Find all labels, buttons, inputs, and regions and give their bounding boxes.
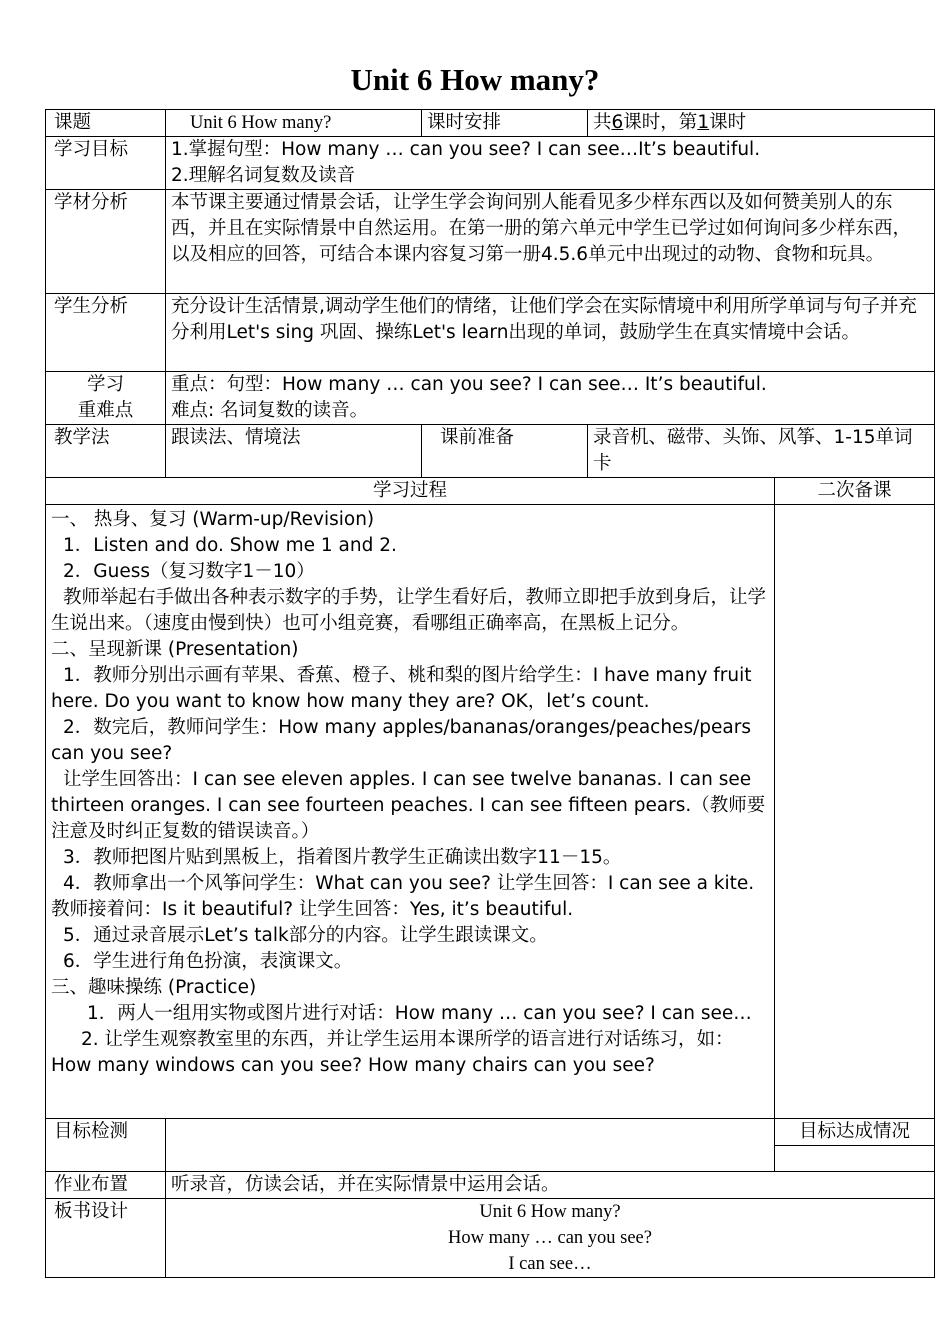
- row-topic: [46, 110, 935, 137]
- schedule-pre: 共: [593, 112, 612, 133]
- label-keypoints: [46, 372, 166, 425]
- process-line: 1．两人一组用实物或图片进行对话：How many … can you see? I can see…: [87, 1003, 752, 1024]
- goal-status-label: 目标达成情况: [775, 1119, 935, 1146]
- process-line: 1．Listen and do. Show me 1 and 2.: [63, 535, 397, 556]
- current-lesson: 1: [697, 112, 710, 133]
- schedule-mid: 课时，第: [623, 112, 698, 133]
- label-methods: 教学法: [46, 425, 166, 478]
- difficulty-line: 难点: 名词复数的读音。: [171, 400, 369, 421]
- objective-line: 1.掌握句型：How many … can you see? I can see…It’s beautiful.: [171, 139, 761, 160]
- row-objectives: [46, 137, 935, 190]
- process-line: 二、呈现新课 (Presentation): [51, 639, 299, 660]
- prep-value: 录音机、磁带、头饰、风筝、1-15单词卡: [588, 425, 935, 478]
- row-process-header: [46, 478, 935, 505]
- row-keypoints: [46, 372, 935, 425]
- process-line: 让学生回答出：I can see eleven apples. I can see twelve bananas. I can see thirteen oranges. I can see fourteen peaches. I can see fifteen pears.（教师要注意及时纠正复数的错误读音。）: [51, 769, 766, 842]
- row-process: [46, 505, 935, 1119]
- board-value: [166, 1199, 935, 1278]
- objective-line: 2.理解名词复数及读音: [171, 165, 356, 186]
- row-check-1: [46, 1119, 935, 1146]
- row-students: [46, 294, 935, 372]
- board-line: Unit 6 How many?: [479, 1202, 621, 1222]
- row-homework: [46, 1172, 935, 1199]
- students-value: 充分设计生活情景,调动学生他们的情绪，让他们学会在实际情境中利用所学单词与句子并充分利用Let's sing 巩固、操练Let's learn出现的单词，鼓励学生在真实情境中会话。: [166, 294, 935, 372]
- total-lessons: 6: [611, 112, 624, 133]
- second-prep-cell: [775, 505, 935, 1119]
- objectives-value: [166, 137, 935, 190]
- label-board: 板书设计: [46, 1199, 166, 1278]
- schedule-value: [588, 110, 935, 137]
- board-line: How many … can you see?: [448, 1228, 652, 1248]
- process-line: 4．教师拿出一个风筝问学生：What can you see? 让学生回答：I can see a kite. 教师接着问：Is it beautiful? 让学生回答：Yes, it’s beautiful.: [51, 873, 755, 920]
- process-body: [46, 505, 775, 1119]
- topic-value: Unit 6 How many?: [166, 110, 422, 137]
- process-header: 学习过程: [46, 478, 775, 505]
- check-value: [166, 1119, 775, 1172]
- process-line: 2．Guess（复习数字1－10）: [63, 561, 315, 582]
- label-homework: 作业布置: [46, 1172, 166, 1199]
- label-topic: 课题: [46, 110, 166, 137]
- label-check: 目标检测: [46, 1119, 166, 1172]
- label-objectives: 学习目标: [46, 137, 166, 190]
- process-line: 2．数完后，教师问学生：How many apples/bananas/oranges/peaches/pears can you see?: [51, 717, 752, 764]
- label-prep: 课前准备: [422, 425, 588, 478]
- homework-value: 听录音，仿读会话，并在实际情景中运用会话。: [166, 1172, 935, 1199]
- second-prep-header: 二次备课: [775, 478, 935, 505]
- label-students: 学生分析: [46, 294, 166, 372]
- label-keypoints-line1: 学习: [86, 374, 124, 395]
- process-line: 6．学生进行角色扮演，表演课文。: [63, 951, 353, 972]
- process-line: 教师举起右手做出各种表示数字的手势，让学生看好后，教师立即把手放到身后，让学生说出来。（速度由慢到快）也可小组竞赛，看哪组正确率高，在黑板上记分。: [51, 587, 767, 634]
- process-line: 3．教师把图片贴到黑板上，指着图片教学生正确读出数字11－15。: [63, 847, 622, 868]
- label-schedule: 课时安排: [422, 110, 588, 137]
- row-methods: [46, 425, 935, 478]
- row-material: [46, 190, 935, 294]
- goal-status-value: [775, 1146, 935, 1172]
- board-line: I can see…: [508, 1254, 592, 1274]
- keypoints-value: [166, 372, 935, 425]
- process-line: 三、趣味操练 (Practice): [51, 977, 257, 998]
- label-keypoints-line2: 重难点: [77, 400, 134, 421]
- process-line: 一、 热身、复习 (Warm-up/Revision): [51, 509, 375, 530]
- process-line: 1．教师分别出示画有苹果、香蕉、橙子、桃和梨的图片给学生：I have many fruit here. Do you want to know how many they are? OK，let’s count.: [51, 665, 752, 712]
- keypoint-line: 重点：句型：How many … can you see? I can see… It’s beautiful.: [171, 374, 767, 395]
- schedule-post: 课时: [709, 112, 747, 133]
- methods-value: 跟读法、情境法: [166, 425, 422, 478]
- label-material: 学材分析: [46, 190, 166, 294]
- page-title: Unit 6 How many?: [350, 62, 600, 97]
- material-value: 本节课主要通过情景会话，让学生学会询问别人能看见多少样东西以及如何赞美别人的东西，并且在实际情景中自然运用。在第一册的第六单元中学生已学过如何询问多少样东西，以及相应的回答，可结合本课内容复习第一册4.5.6单元中出现过的动物、食物和玩具。: [166, 190, 935, 294]
- row-board: [46, 1199, 935, 1278]
- process-line: 2. 让学生观察教室里的东西，并让学生运用本课所学的语言进行对话练习，如：How many windows can you see? How many chairs can you see?: [51, 1029, 734, 1076]
- process-line: 5．通过录音展示Let’s talk部分的内容。让学生跟读课文。: [63, 925, 548, 946]
- lesson-plan-table: [45, 109, 935, 1278]
